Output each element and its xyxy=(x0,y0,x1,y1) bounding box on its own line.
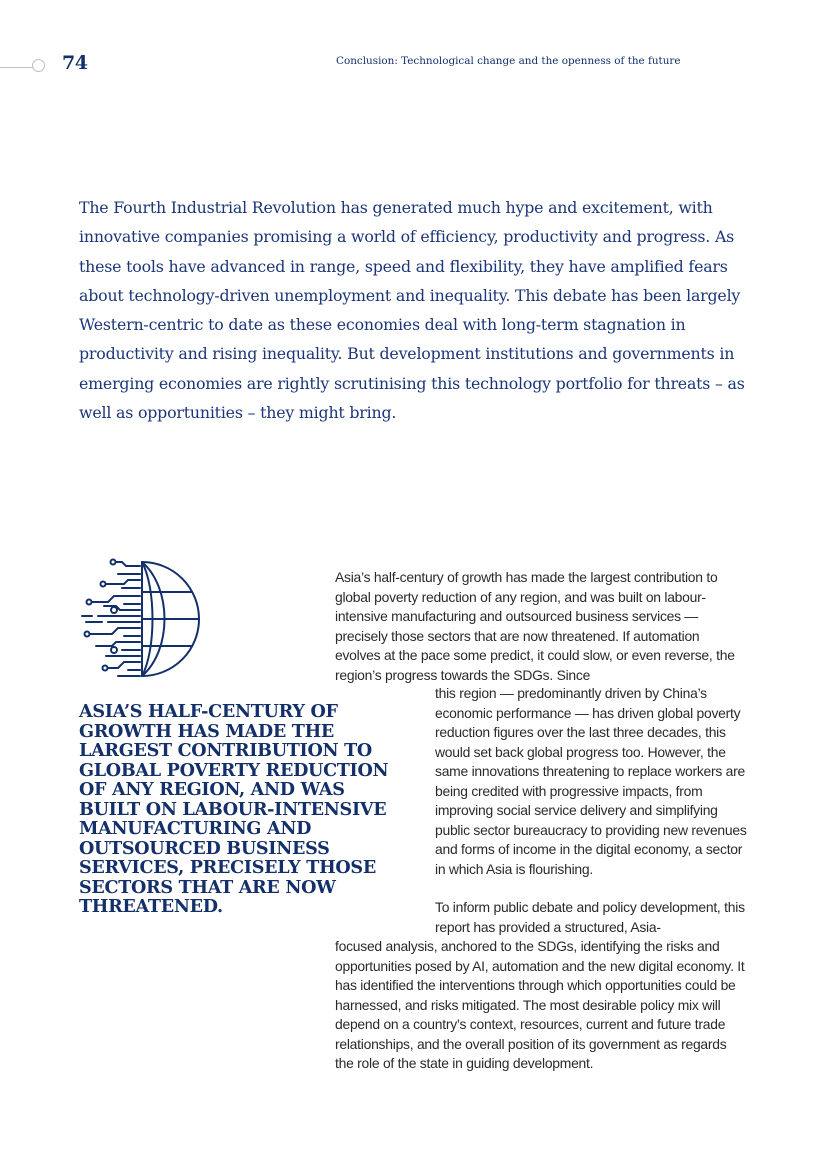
page-number: 74 xyxy=(62,52,88,74)
header-circle-marker xyxy=(32,59,45,72)
body-paragraph-3-continued: focused analysis, anchored to the SDGs, identifying the risks and opportunities posed by AI, automation and the new digital economy. It has identified the interventions through which opportunities could be harnessed, and risks mitigated. The most desirable policy mix will depend on a country’s context, resources, current and future trade relationships, and the overall position of its government as regards the role of the state in guiding development. xyxy=(335,938,745,1071)
running-title: Conclusion: Technological change and the openness of the future xyxy=(336,55,681,67)
circuit-globe-icon xyxy=(78,558,200,682)
body-paragraph-2: this region — predominantly driven by China’s economic performance — has driven global poverty reduction figures over the last three decades, this would set back global progress too. However, the same innovations threatening to replace workers are being credited with progressive impacts, from improving social service delivery and simplifying public sector bureaucracy to providing new revenues and forms of income in the digital economy, a sector in which Asia is flourishing. xyxy=(435,685,747,877)
intro-paragraph: The Fourth Industrial Revolution has generated much hype and excitement, with innovative companies promising a world of efficiency, productivity and progress. As these tools have advanced in range, speed and flexibility, they have amplified fears about technology-driven unemployment and inequality. This debate has been largely Western-centric to date as these economies deal with long-term stagnation in productivity and rising inequality. But development institutions and governments in emerging economies are rightly scrutinising this technology portfolio for threats – as well as opportunities – they might bring. xyxy=(79,198,745,423)
body-paragraph-3-start: To inform public debate and policy development, this report has provided a structured, Asia- xyxy=(435,899,745,935)
body-paragraph-1: Asia’s half-century of growth has made the largest contribution to global poverty reduction of any region, and was built on labour-intensive manufacturing and outsourced business services — precisely those sectors that are now threatened. If automation evolves at the pace some predict, it could slow, or even reverse, the region’s progress towards the SDGs. Since xyxy=(335,569,735,683)
header-rule xyxy=(0,67,33,68)
pull-quote: ASIA’S HALF-CENTURY OF GROWTH HAS MADE THE LARGEST CONTRIBUTION TO GLOBAL POVERTY REDUCTION OF ANY REGION, AND WAS BUILT ON LABOUR-INTENSIVE MANUFACTURING AND OUTSOURCED BUSINESS SERVICES, PRECISELY THOSE SECTORS THAT ARE NOW THREATENED. xyxy=(79,701,389,917)
